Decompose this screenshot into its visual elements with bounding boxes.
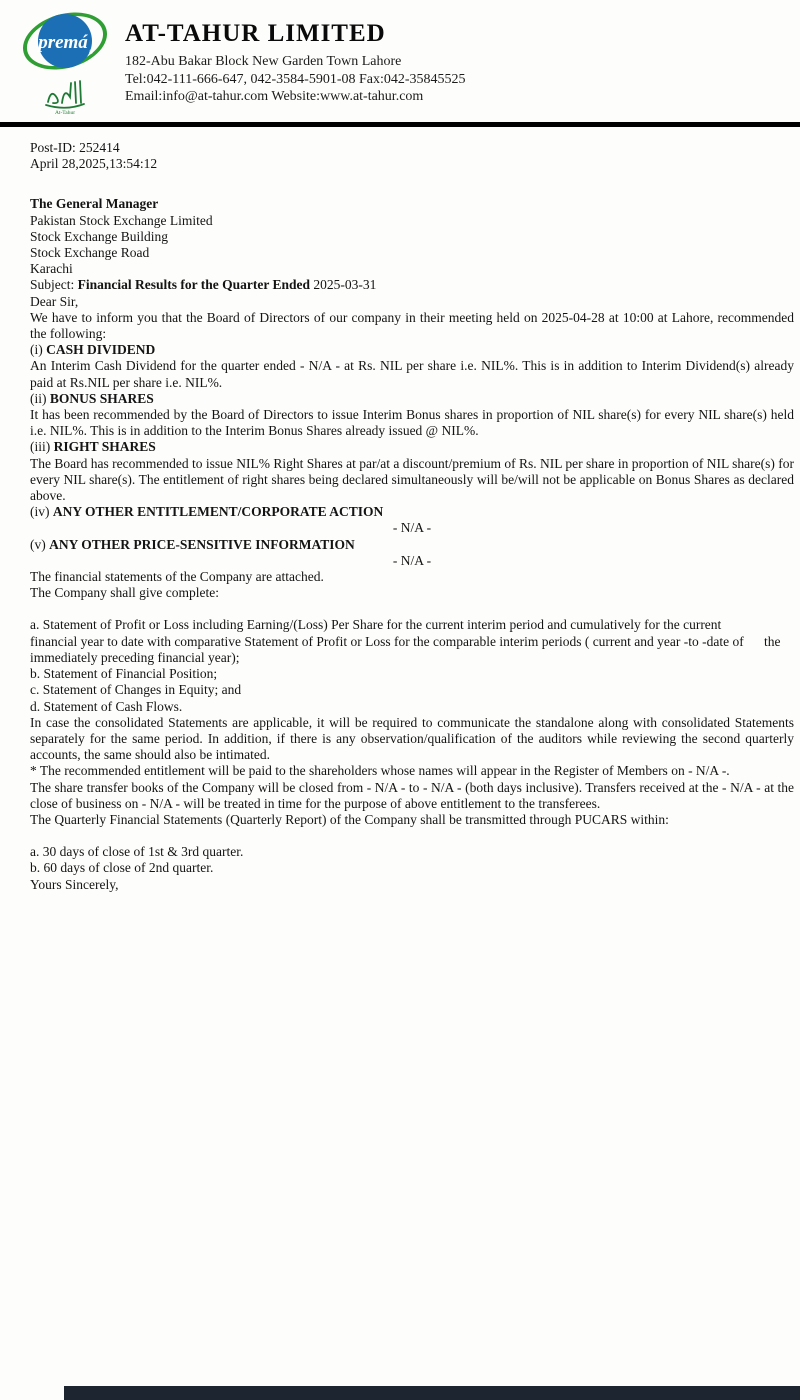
post-id: Post-ID: 252414 bbox=[30, 140, 120, 155]
section-label: (i) bbox=[30, 342, 47, 358]
attahur-logo-text: At-Tahur bbox=[54, 110, 76, 116]
recipient-line: Stock Exchange Building bbox=[30, 228, 168, 244]
deadline-item-b: b. 60 days of close of 2nd quarter. bbox=[30, 860, 214, 876]
section-body-i: An Interim Cash Dividend for the quarter ended - N/A - at Rs. NIL per share i.e. NIL%. This is in addition to Interim Dividend(s) already paid at Rs.NIL per share i.e. NIL%. bbox=[30, 358, 794, 390]
letter-body bbox=[0, 127, 800, 893]
section-title: ANY OTHER ENTITLEMENT/CORPORATE ACTION bbox=[52, 504, 384, 520]
bottom-edge-bar bbox=[64, 1386, 800, 1400]
address-line: 182-Abu Bakar Block New Garden Town Lahore bbox=[125, 54, 402, 69]
recipient-line: Pakistan Stock Exchange Limited bbox=[30, 212, 213, 228]
na-value-v: - N/A - bbox=[392, 552, 432, 568]
svg-text:premá: premá bbox=[38, 32, 88, 53]
subject-line bbox=[30, 277, 794, 293]
entitlement-note: * The recommended entitlement will be paid to the shareholders whose names will appear in the Register of Members on - N/A -. bbox=[30, 763, 730, 779]
section-label: (v) bbox=[30, 536, 50, 552]
recipient-title: The General Manager bbox=[30, 196, 159, 212]
section-label: (ii) bbox=[30, 390, 50, 406]
section-heading-iv bbox=[30, 504, 794, 520]
email-line: Email:info@at-tahur.com Website:www.at-tahur.com bbox=[125, 89, 424, 104]
section-heading-i bbox=[30, 342, 794, 358]
intro-paragraph: We have to inform you that the Board of Directors of our company in their meeting held on 2025-04-28 at 10:00 at Lahore, recommended the following: bbox=[30, 309, 794, 342]
deadline-item-a: a. 30 days of close of 1st & 3rd quarter. bbox=[30, 844, 244, 860]
subject-bold-text: Financial Results for the Quarter Ended bbox=[77, 277, 311, 293]
statement-item-d: d. Statement of Cash Flows. bbox=[30, 698, 183, 714]
recipient-line: Karachi bbox=[30, 261, 73, 277]
closing-salutation: Yours Sincerely, bbox=[30, 876, 119, 892]
svg-text:®: ® bbox=[88, 50, 94, 56]
subject-prefix: Subject: bbox=[30, 277, 78, 293]
section-heading-ii bbox=[30, 391, 794, 407]
letterhead bbox=[0, 0, 800, 122]
section-heading-iii bbox=[30, 439, 794, 455]
recipient-line: Stock Exchange Road bbox=[30, 245, 150, 261]
letterhead-text bbox=[125, 0, 800, 106]
consolidated-paragraph: In case the consolidated Statements are applicable, it will be required to communicate the standalone along with consolidated Statements separately for the same period. In addition, if there is any observation/qualification of the auditors while reviewing the second quarterly accounts, the same should also be intimated. bbox=[30, 714, 794, 763]
section-title: BONUS SHARES bbox=[49, 390, 154, 406]
section-heading-v bbox=[30, 537, 794, 553]
section-label: (iii) bbox=[30, 439, 54, 455]
section-title: ANY OTHER PRICE-SENSITIVE INFORMATION bbox=[49, 536, 355, 552]
section-label: (iv) bbox=[30, 504, 53, 520]
post-datetime: April 28,2025,13:54:12 bbox=[30, 156, 158, 172]
company-name: AT-TAHUR LIMITED bbox=[125, 20, 386, 47]
prema-logo-icon bbox=[21, 8, 109, 74]
na-value-iv: - N/A - bbox=[392, 520, 432, 536]
statement-item-c: c. Statement of Changes in Equity; and bbox=[30, 682, 242, 698]
post-meta bbox=[30, 140, 794, 172]
statement-item-b: b. Statement of Financial Position; bbox=[30, 666, 218, 682]
statements-list bbox=[30, 617, 794, 714]
section-title: CASH DIVIDEND bbox=[46, 342, 156, 358]
section-body-iii: The Board has recommended to issue NIL% Right Shares at par/at a discount/premium of Rs. NIL per share in proportion of NIL share(s) for every NIL share(s). The entitlement of right shares being declared simultaneously will be/will not be applicable on Bonus Shares as declared above. bbox=[30, 455, 794, 504]
subject-date: 2025-03-31 bbox=[310, 277, 377, 293]
section-title: RIGHT SHARES bbox=[53, 439, 156, 455]
quarter-deadlines bbox=[30, 844, 794, 876]
salutation: Dear Sir, bbox=[30, 293, 79, 309]
transfer-books-paragraph: The share transfer books of the Company will be closed from - N/A - to - N/A - (both days inclusive). Transfers received at the - N/A - at the close of business on - N/A - will be treated in time for the purpose of above entitlement to the transferees. bbox=[30, 779, 794, 811]
section-body-ii: It has been recommended by the Board of Directors to issue Interim Bonus shares in proportion of NIL share(s) for every NIL share(s) held i.e. NIL%. This is in addition to the Interim Bonus Shares already issued @ NIL%. bbox=[30, 407, 794, 439]
phone-line: Tel:042-111-666-647, 042-3584-5901-08 Fax:042-35845525 bbox=[125, 71, 466, 87]
attached-note: The financial statements of the Company are attached. bbox=[30, 569, 324, 585]
complete-note: The Company shall give complete: bbox=[30, 585, 219, 601]
logo-block bbox=[14, 8, 116, 116]
recipient-block bbox=[30, 196, 794, 277]
pucars-paragraph: The Quarterly Financial Statements (Quarterly Report) of the Company shall be transmitted through PUCARS within: bbox=[30, 811, 669, 827]
attahur-calligraphy-icon bbox=[42, 76, 88, 116]
statement-item-a: a. Statement of Profit or Loss including Earning/(Loss) Per Share for the current interim period and cumulatively for the current financial year to date with comparative Statement of Profit or Loss for the comparable interim periods ( current and year -to -date of the immediately preceding financial year); bbox=[30, 617, 784, 665]
